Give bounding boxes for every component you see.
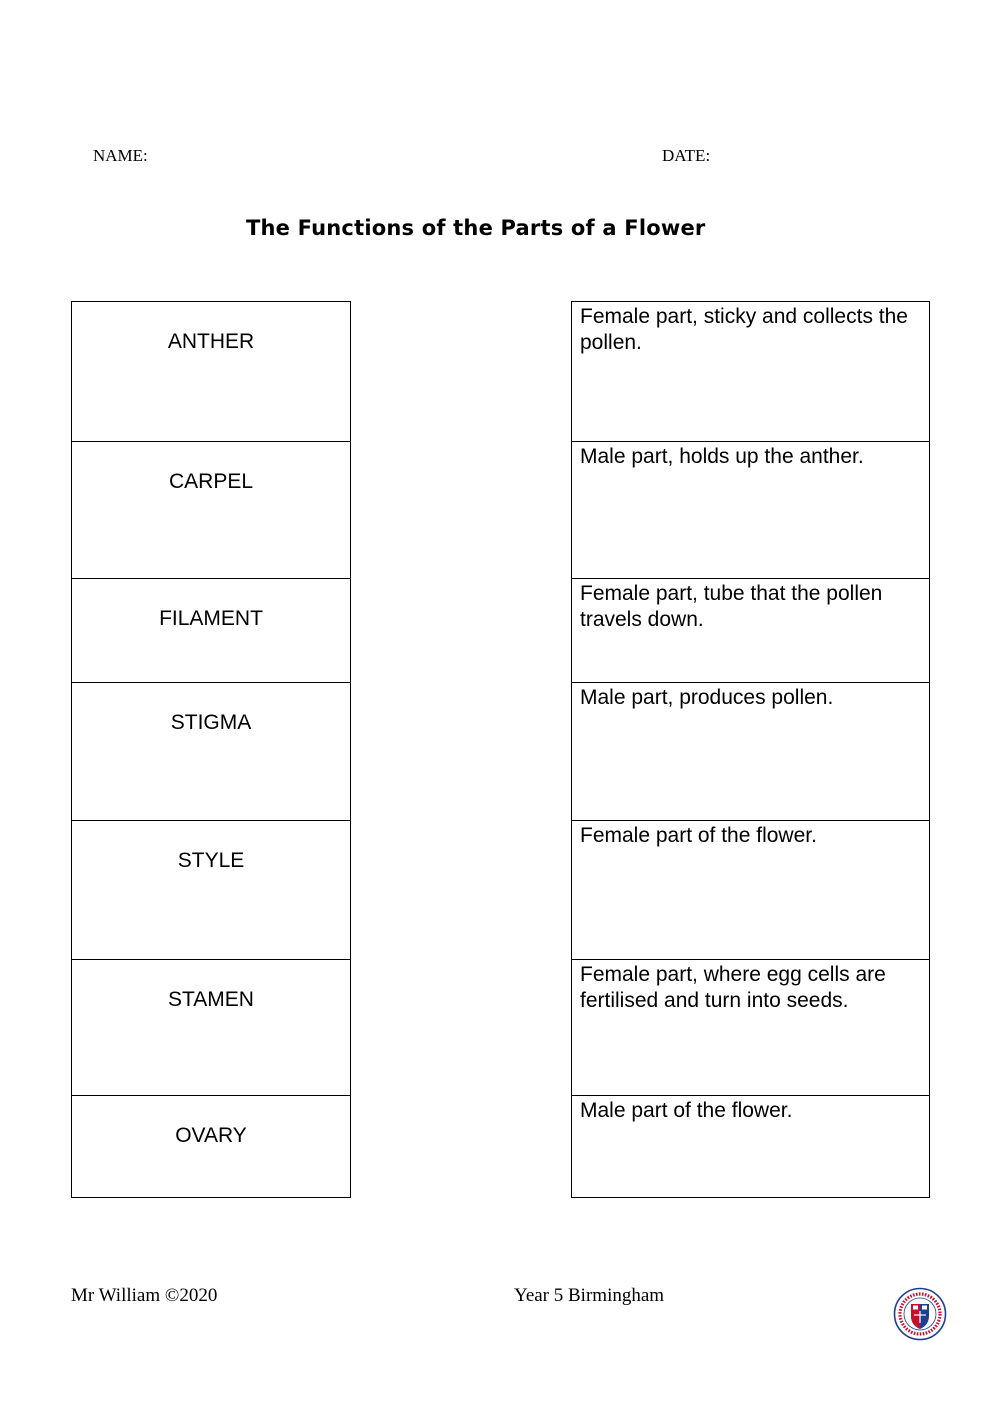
term-cell[interactable] xyxy=(72,1095,350,1197)
name-label: NAME: xyxy=(93,146,148,165)
page-title: The Functions of the Parts of a Flower xyxy=(246,216,706,240)
footer-author: Mr William ©2020 xyxy=(71,1285,218,1306)
descriptions-column xyxy=(571,301,930,1198)
description-cell[interactable] xyxy=(572,682,929,820)
description-cell[interactable] xyxy=(572,578,929,682)
term-label: CARPEL xyxy=(168,470,254,493)
description-cell[interactable] xyxy=(572,820,929,959)
terms-column xyxy=(71,301,351,1198)
description-text: Female part, where egg cells are fertilised and turn into seeds. xyxy=(580,963,886,1012)
description-text: Female part of the flower. xyxy=(580,824,817,847)
term-label: OVARY xyxy=(175,1124,247,1147)
term-label: STAMEN xyxy=(168,988,254,1011)
term-cell[interactable] xyxy=(72,959,350,1095)
term-cell[interactable] xyxy=(72,302,350,441)
term-label: FILAMENT xyxy=(159,607,263,630)
description-text: Male part, produces pollen. xyxy=(580,686,834,709)
term-cell[interactable] xyxy=(72,578,350,682)
term-label: STYLE xyxy=(177,849,245,872)
description-text: Female part, sticky and collects the pollen. xyxy=(580,305,908,354)
description-text: Male part, holds up the anther. xyxy=(580,445,864,468)
term-label: STIGMA xyxy=(170,711,252,734)
school-seal-icon xyxy=(893,1287,947,1341)
description-text: Male part of the flower. xyxy=(580,1099,793,1122)
footer-class: Year 5 Birmingham xyxy=(514,1285,665,1306)
term-cell[interactable] xyxy=(72,820,350,959)
term-cell[interactable] xyxy=(72,441,350,578)
description-cell[interactable] xyxy=(572,441,929,578)
description-cell[interactable] xyxy=(572,959,929,1095)
description-cell[interactable] xyxy=(572,1095,929,1197)
description-cell[interactable] xyxy=(572,302,929,441)
term-cell[interactable] xyxy=(72,682,350,820)
date-label: DATE: xyxy=(662,146,711,165)
description-text: Female part, tube that the pollen travels down. xyxy=(580,582,883,631)
term-label: ANTHER xyxy=(167,330,255,353)
